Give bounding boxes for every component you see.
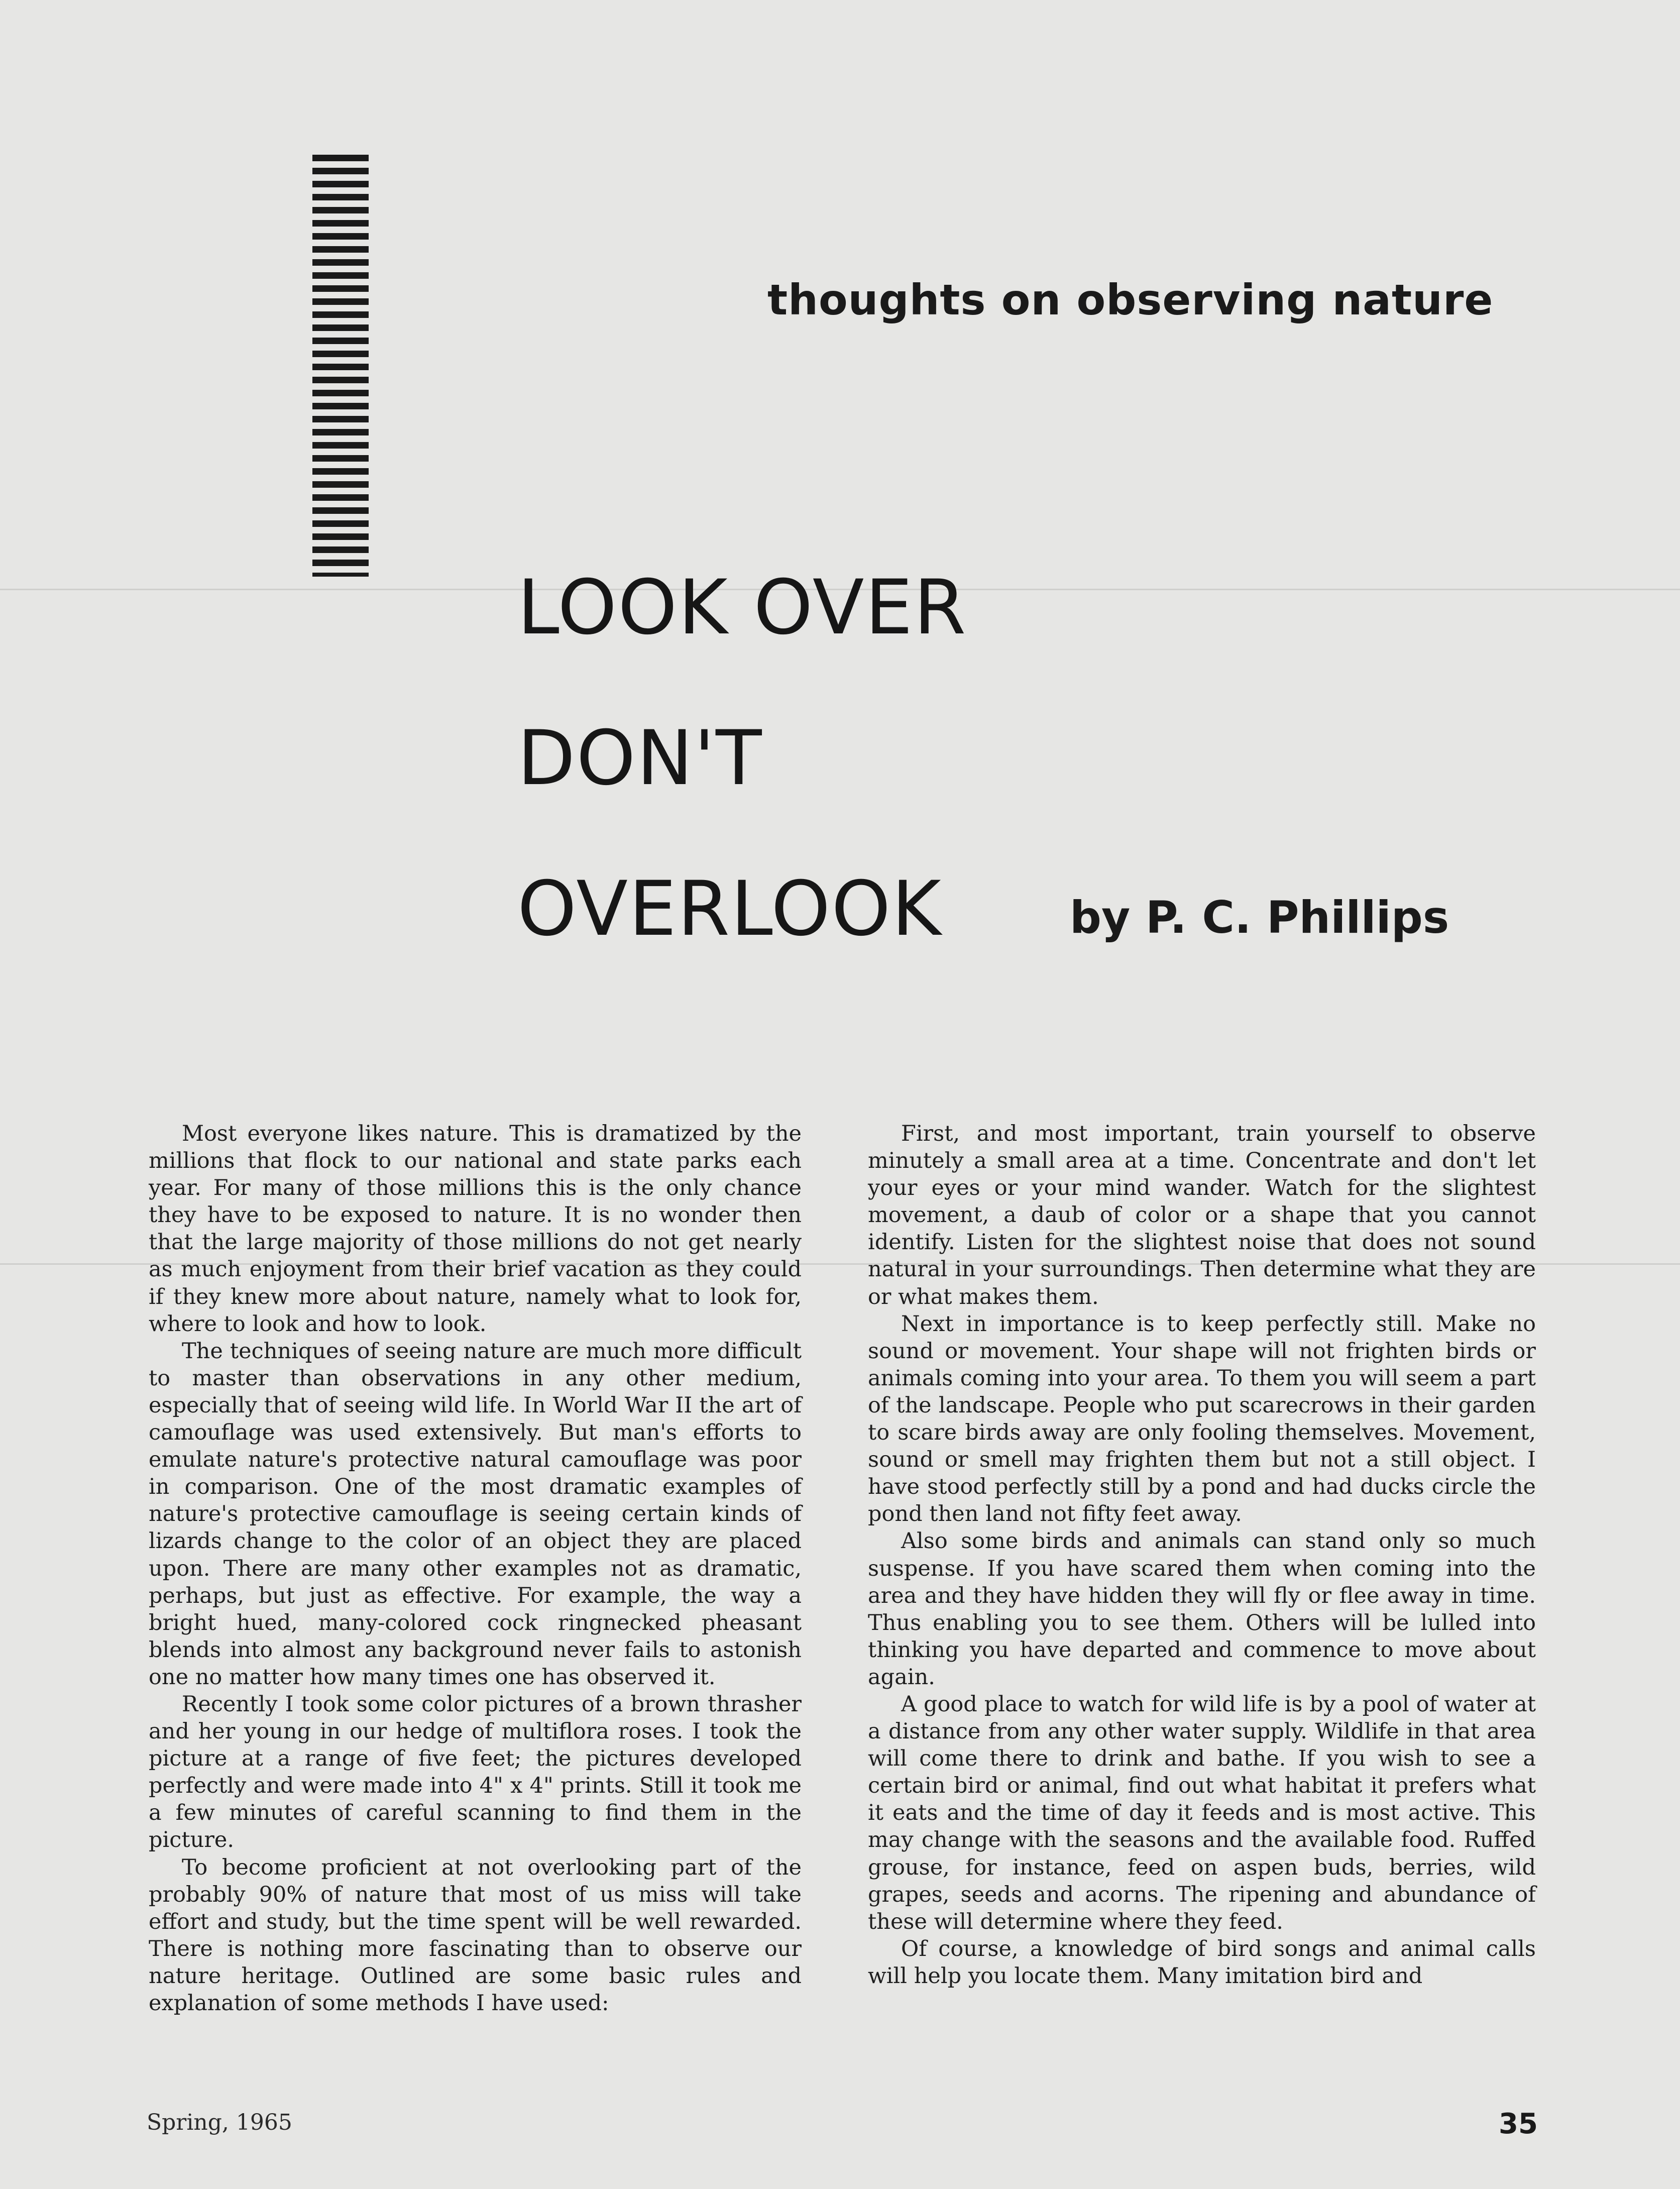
page-number: 35 <box>1499 2108 1538 2140</box>
paragraph: Also some birds and animals can stand only so much suspense. If you have scared them when coming into the area and they have hidden they will fly or flee away in time. Thus enabling you to see them. Others will be lulled into thinking you have departed and commence to move about again. <box>868 1528 1536 1690</box>
paragraph: Of course, a knowledge of bird songs and animal calls will help you locate them. Many imitation bird and <box>868 1936 1536 1989</box>
title-line-1: LOOK OVER <box>517 564 967 651</box>
author-byline: by P. C. Phillips <box>1070 892 1449 943</box>
paragraph: First, and most important, train yourself to observe minutely a small area at a time. Concentrate and don't let your eyes or your mind wander. Watch for the slightest movement, a daub of color or a shape that you cannot identify. Listen for the slightest noise that does not sound natural in your surroundings. Then determine what they are or what makes them. <box>868 1121 1536 1309</box>
paragraph: Most everyone likes nature. This is dramatized by the millions that flock to our national and state parks each year. For many of those millions this is the only chance they have to be exposed to nature. It is no wonder then that the large majority of those millions do not get nearly as much enjoyment from their brief vacation as they could if they knew more about nature, namely what to look for, where to look and how to look. <box>149 1121 802 1337</box>
title-line-2: DON'T <box>517 715 763 802</box>
title-line-3: OVERLOOK <box>517 865 942 953</box>
paragraph: Next in importance is to keep perfectly still. Make no sound or movement. Your shape will not frighten birds or animals coming into your area. To them you will seem a part of the landscape. People who put scarecrows in their garden to scare birds away are only fooling themselves. Movement, sound or smell may frighten them but not a still object. I have stood perfectly still by a pond and had ducks circle the pond then land not fifty feet away. <box>868 1311 1536 1527</box>
paragraph: Recently I took some color pictures of a brown thrasher and her young in our hedge of multiflora roses. I took the picture at a range of five feet; the pictures developed perfectly and were made into 4" x 4" prints. Still it took me a few minutes of careful scanning to find them in the picture. <box>149 1691 802 1853</box>
paragraph: A good place to watch for wild life is by a pool of water at a distance from any other water supply. Wildlife in that area will come there to drink and bathe. If you wish to see a certain bird or animal, find out what habitat it prefers what it eats and the time of day it feeds and is most active. This may change with the seasons and the available food. Ruffed grouse, for instance, feed on aspen buds, berries, wild grapes, seeds and acorns. The ripening and abundance of these will determine where they feed. <box>868 1691 1536 1934</box>
paragraph: To become proficient at not overlooking part of the probably 90% of nature that most of us miss will take effort and study, but the time spent will be well rewarded. There is nothing more fascinating than to observe our nature heritage. Outlined are some basic rules and explanation of some methods I have used: <box>149 1854 802 2016</box>
issue-date: Spring, 1965 <box>147 2110 292 2135</box>
article-column-right <box>868 1120 1536 1990</box>
paragraph: The techniques of seeing nature are much more difficult to master than observations in any other medium, especially that of seeing wild life. In World War II the art of camouflage was used extensively. But man's efforts to emulate nature's protective natural camouflage was poor in comparison. One of the most dramatic examples of nature's protective camouflage is seeing certain kinds of lizards change to the color of an object they are placed upon. There are many other examples not as dramatic, perhaps, but just as effective. For example, the way a bright hued, many-colored cock ringnecked pheasant blends into almost any background never fails to astonish one no matter how many times one has observed it. <box>149 1338 802 1690</box>
article-kicker: thoughts on observing nature <box>767 275 1494 324</box>
decorative-bars <box>312 155 369 577</box>
article-column-left <box>149 1120 802 2017</box>
